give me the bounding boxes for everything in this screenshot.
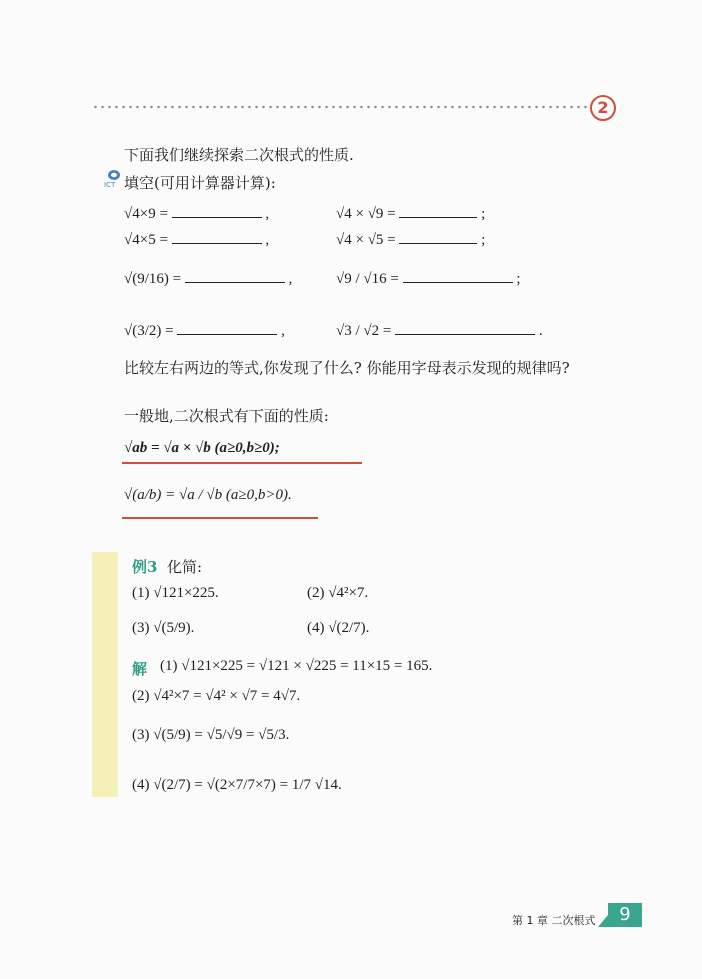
intro-text: 下面我们继续探索二次根式的性质. (124, 146, 354, 164)
page-number: 9 (608, 903, 642, 927)
example-heading: 例3 化简: (132, 558, 203, 576)
footer-chapter: 第 1 章 二次根式 (512, 914, 596, 927)
solution-line-1: (1) √121×225 = √121 × √225 = 11×15 = 165. (160, 658, 433, 674)
property-product: √ab = √a × √b (a≥0,b≥0); (124, 440, 280, 456)
example-side-band (92, 552, 118, 797)
solution-line-4: (4) √(2/7) = √(2×7/7×7) = 1/7 √14. (132, 777, 342, 793)
page-tab-notch (598, 915, 608, 927)
property-quotient: √(a/b) = √a / √b (a≥0,b>0). (124, 487, 292, 503)
fill-row-1-left: √4×9 = , (124, 203, 269, 223)
fill-prompt: 填空(可用计算器计算): (124, 174, 276, 192)
fill-row-3-right: √9 / √16 = ; (336, 268, 521, 288)
example-item-1: (1) √121×225. (132, 585, 219, 601)
example-item-4: (4) √(2/7). (307, 620, 370, 636)
svg-text:ICT: ICT (104, 181, 116, 188)
general-text: 一般地,二次根式有下面的性质: (124, 407, 329, 425)
section-number: 2 (590, 95, 616, 121)
example-item-2: (2) √4²×7. (307, 585, 369, 601)
solution-label: 解 (132, 660, 148, 678)
property-product-underline (122, 462, 362, 464)
calculator-ict-icon (103, 168, 125, 188)
fill-row-4-right: √3 / √2 = . (336, 320, 543, 340)
fill-row-3-left: √(9/16) = , (124, 268, 292, 288)
solution-line-3: (3) √(5/9) = √5/√9 = √5/3. (132, 727, 290, 743)
fill-row-2-right: √4 × √5 = ; (336, 229, 485, 249)
fill-row-2-left: √4×5 = , (124, 229, 269, 249)
example-item-3: (3) √(5/9). (132, 620, 195, 636)
solution-line-2: (2) √4²×7 = √4² × √7 = 4√7. (132, 688, 301, 704)
dotted-rule (92, 105, 587, 109)
fill-row-1-right: √4 × √9 = ; (336, 203, 485, 223)
fill-row-4-left: √(3/2) = , (124, 320, 285, 340)
compare-question: 比较左右两边的等式,你发现了什么? 你能用字母表示发现的规律吗? (124, 359, 570, 377)
property-quotient-underline (122, 517, 318, 519)
